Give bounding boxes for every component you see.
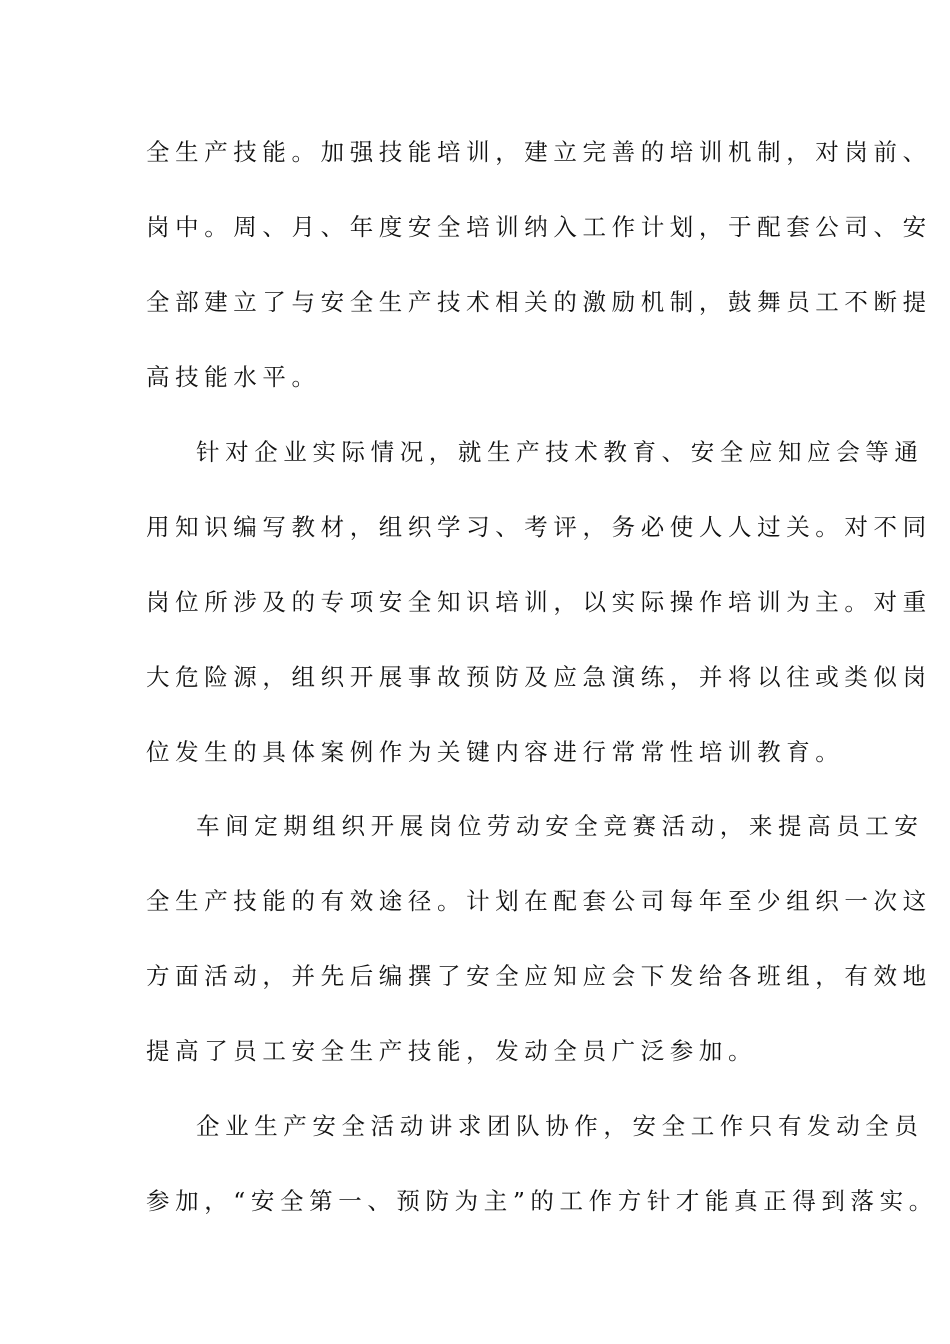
text-line: 方面活动，并先后编撰了安全应知应会下发给各班组，有效地 xyxy=(146,962,932,990)
text-line: 位发生的具体案例作为关键内容进行常常性培训教育。 xyxy=(146,738,845,766)
text-line: 提高了员工安全生产技能，发动全员广泛参加。 xyxy=(146,1037,758,1065)
text-line: 全生产技能的有效途径。计划在配套公司每年至少组织一次这 xyxy=(146,887,932,915)
text-line: 参加，“安全第一、预防为主”的工作方针才能真正得到落实。 xyxy=(146,1187,938,1215)
text-line: 高技能水平。 xyxy=(146,363,321,391)
text-line: 全生产技能。加强技能培训，建立完善的培训机制，对岗前、 xyxy=(146,138,932,166)
text-line: 用知识编写教材，组织学习、考评，务必使人人过关。对不同 xyxy=(146,513,932,541)
text-line: 全部建立了与安全生产技术相关的激励机制，鼓舞员工不断提 xyxy=(146,288,932,316)
text-line: 岗位所涉及的专项安全知识培训，以实际操作培训为主。对重 xyxy=(146,588,932,616)
text-line: 大危险源，组织开展事故预防及应急演练，并将以往或类似岗 xyxy=(146,663,932,691)
paragraph-first-line: 企业生产安全活动讲求团队协作，安全工作只有发动全员 xyxy=(196,1112,924,1140)
text-line: 岗中。周、月、年度安全培训纳入工作计划，于配套公司、安 xyxy=(146,213,932,241)
paragraph-first-line: 车间定期组织开展岗位劳动安全竞赛活动，来提高员工安 xyxy=(196,812,924,840)
paragraph-first-line: 针对企业实际情况，就生产技术教育、安全应知应会等通 xyxy=(196,438,924,466)
